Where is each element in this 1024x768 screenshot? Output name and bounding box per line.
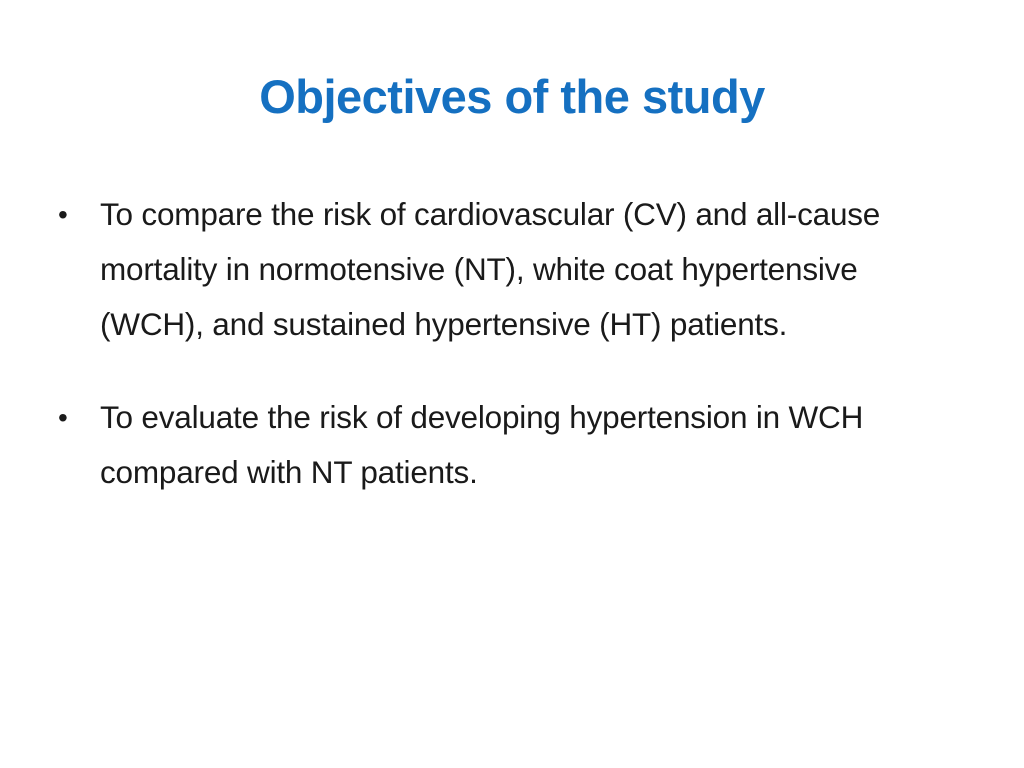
bullet-marker-icon: • <box>58 402 68 433</box>
bullet-text: To compare the risk of cardiovascular (CV) and all-cause mortality in normotensive (NT), white coat hypertensive (WCH), and sustained hypertensive (HT) patients. <box>100 196 881 342</box>
bullet-text: To evaluate the risk of developing hypertension in WCH compared with NT patients. <box>100 399 864 490</box>
slide-title: Objectives of the study <box>259 70 765 123</box>
bullet-item <box>58 187 958 352</box>
bullet-list <box>58 187 958 500</box>
bullet-item <box>58 390 958 500</box>
bullet-marker-icon: • <box>58 199 68 230</box>
